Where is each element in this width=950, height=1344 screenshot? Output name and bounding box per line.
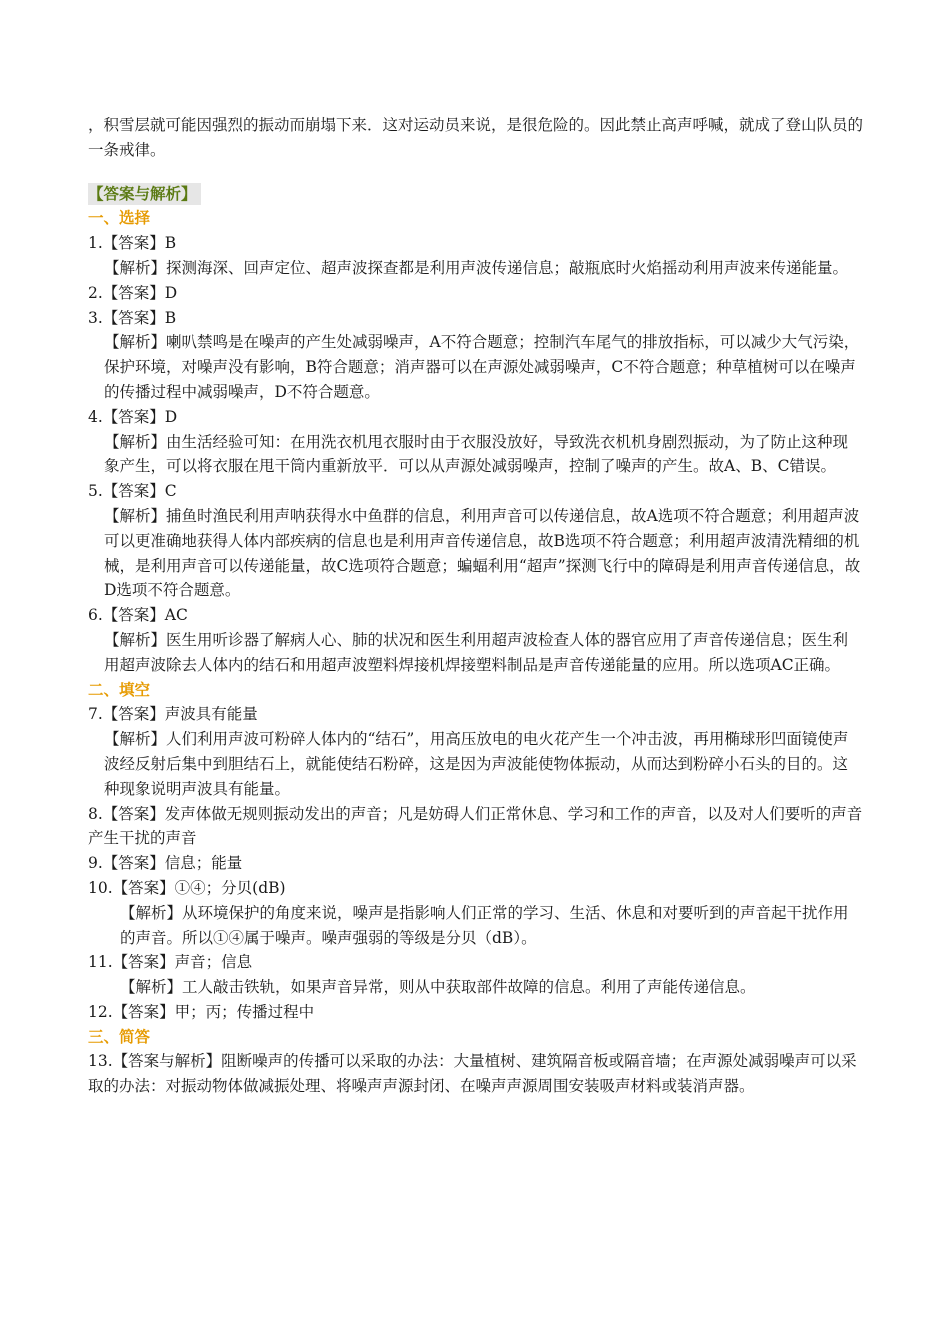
section-fill: 二、填空 bbox=[88, 680, 151, 699]
section-short-answer: 三、简答 bbox=[88, 1027, 151, 1046]
q8-answer: 8.【答案】发声体做无规则振动发出的声音；凡是妨碍人们正常休息、学习和工作的声音，以及对人们要听的声音产生干扰的声音 bbox=[88, 804, 863, 848]
answers-title: 【答案与解析】 bbox=[88, 183, 201, 205]
q4-analysis: 【解析】由生活经验可知：在用洗衣机甩衣服时由于衣服没放好，导致洗衣机机身剧烈振动，为了防止这种现象产生，可以将衣服在甩干筒内重新放平．可以从声源处减弱噪声，控制了噪声的产生。故A、B、C错误。 bbox=[104, 432, 849, 476]
q11-answer: 11.【答案】声音；信息 bbox=[88, 953, 253, 972]
q4-answer: 4.【答案】D bbox=[88, 407, 178, 426]
q3-answer: 3.【答案】B bbox=[88, 308, 177, 327]
q7-analysis: 【解析】人们利用声波可粉碎人体内的“结石”，用高压放电的电火花产生一个冲击波，再用椭球形凹面镜使声波经反射后集中到胆结石上，就能使结石粉碎，这是因为声波能使物体振动，从而达到粉碎小石头的目的。这种现象说明声波具有能量。 bbox=[104, 730, 849, 798]
q10-analysis: 【解析】从环境保护的角度来说，噪声是指影响人们正常的学习、生活、休息和对要听到的声音起干扰作用的声音。所以①④属于噪声。噪声强弱的等级是分贝（dB）。 bbox=[120, 903, 849, 947]
q6-analysis: 【解析】医生用听诊器了解病人心、肺的状况和医生利用超声波检查人体的器官应用了声音传递信息；医生利用超声波除去人体内的结石和用超声波塑料焊接机焊接塑料制品是声音传递能量的应用。所以选项AC正确。 bbox=[104, 630, 849, 674]
q6-answer: 6.【答案】AC bbox=[88, 606, 188, 625]
q1-answer: 1.【答案】B bbox=[88, 234, 177, 253]
q9-answer: 9.【答案】信息；能量 bbox=[88, 854, 243, 873]
q12-answer: 12.【答案】甲；丙；传播过程中 bbox=[88, 1002, 315, 1021]
q1-analysis: 【解析】探测海深、回声定位、超声波探查都是利用声波传递信息；敲瓶底时火焰摇动利用声波来传递能量。 bbox=[104, 258, 849, 277]
q13-answer: 13.【答案与解析】阻断噪声的传播可以采取的办法：大量植树、建筑隔音板或隔音墙；在声源处减弱噪声可以采取的办法：对振动物体做减振处理、将噪声声源封闭、在噪声声源周围安装吸声材料或装消声器。 bbox=[88, 1052, 857, 1096]
q3-analysis: 【解析】喇叭禁鸣是在噪声的产生处减弱噪声，A不符合题意；控制汽车尾气的排放指标，可以减少大气污染，保护环境，对噪声没有影响，B符合题意；消声器可以在声源处减弱噪声，C不符合题意；种草植树可以在噪声的传播过程中减弱噪声，D不符合题意。 bbox=[104, 333, 860, 401]
q7-answer: 7.【答案】声波具有能量 bbox=[88, 705, 258, 724]
q11-analysis: 【解析】工人敲击铁轨，如果声音异常，则从中获取部件故障的信息。利用了声能传递信息。 bbox=[120, 978, 756, 997]
q5-answer: 5.【答案】C bbox=[88, 482, 177, 501]
q2-answer: 2.【答案】D bbox=[88, 283, 178, 302]
q10-answer: 10.【答案】①④；分贝(dB) bbox=[88, 878, 286, 897]
section-choice: 一、选择 bbox=[88, 209, 151, 228]
document-page bbox=[88, 113, 863, 1099]
intro-paragraph: ，积雪层就可能因强烈的振动而崩塌下来．这对运动员来说，是很危险的。因此禁止高声呼喊，就成了登山队员的一条戒律。 bbox=[88, 116, 864, 159]
q5-analysis: 【解析】捕鱼时渔民利用声呐获得水中鱼群的信息，利用声音可以传递信息，故A选项不符合题意；利用超声波可以更准确地获得人体内部疾病的信息也是利用声音传递信息，故B选项不符合题意；利用超声波清洗精细的机械，是利用声音可以传递能量，故C选项符合题意；蝙蝠利用“超声”探测飞行中的障碍是利用声音传递信息，故D选项不符合题意。 bbox=[104, 506, 861, 600]
spacer bbox=[88, 163, 863, 179]
